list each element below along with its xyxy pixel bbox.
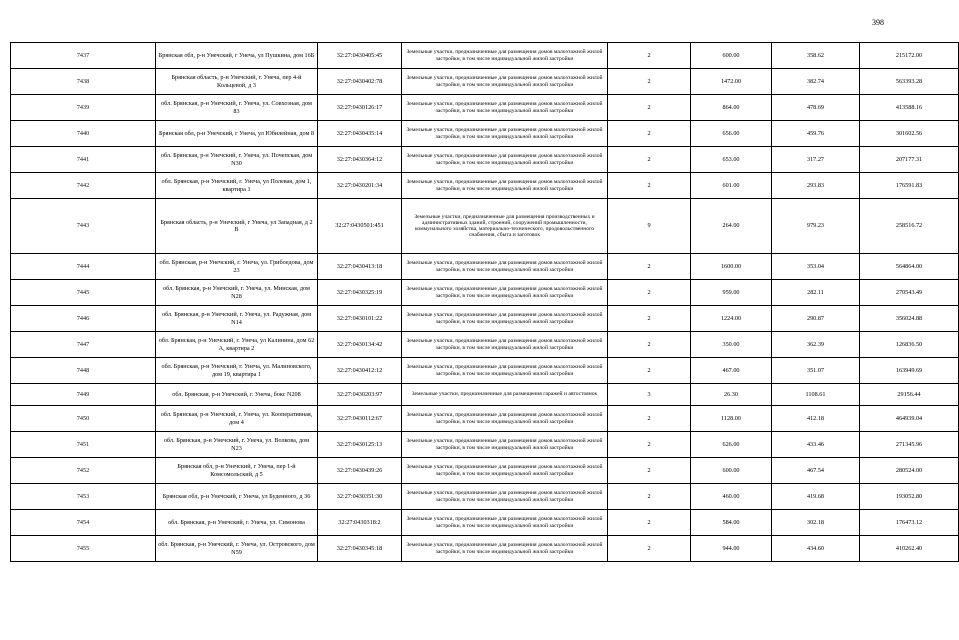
area-cell: 656.00 [691, 121, 772, 147]
area-cell: 1472.00 [691, 69, 772, 95]
table-row [11, 280, 959, 306]
page-number: 398 [872, 18, 884, 27]
specific-value-cell: 1108.61 [772, 384, 860, 406]
table-row [11, 432, 959, 458]
table-row [11, 95, 959, 121]
table-row [11, 43, 959, 69]
row-number-cell: 7448 [11, 358, 156, 384]
cadastral-number-cell: 32:27:0430126:17 [318, 95, 402, 121]
table-row [11, 147, 959, 173]
use-group-cell: 3 [608, 384, 691, 406]
cadastral-number-cell: 32:27:0430364:12 [318, 147, 402, 173]
use-group-cell: 2 [608, 484, 691, 510]
cadastral-number-cell: 32:27:0430201:34 [318, 173, 402, 199]
address-cell: обл. Брянская, р-н Унечский, г. Унеча, ул. Минская, дом N28 [156, 280, 318, 306]
specific-value-cell: 282.11 [772, 280, 860, 306]
cadastral-number-cell: 32:27:0430439:26 [318, 458, 402, 484]
cadastral-value-cell: 564864.00 [860, 254, 959, 280]
row-number-cell: 7438 [11, 69, 156, 95]
use-group-cell: 2 [608, 432, 691, 458]
row-number-cell: 7446 [11, 306, 156, 332]
specific-value-cell: 293.83 [772, 173, 860, 199]
row-number-cell: 7451 [11, 432, 156, 458]
cadastral-value-cell: 207177.31 [860, 147, 959, 173]
table-row [11, 69, 959, 95]
land-use-cell: Земельные участки, предназначенные для размещения домов малоэтажной жилой застройки, в том числе индивидуальной жилой застройки [402, 254, 608, 280]
address-cell: обл. Брянская, р-н Унечский, г. Унеча, ул. Почепская, дом N30 [156, 147, 318, 173]
address-cell: Брянская обл, р-н Унечский, г Унеча, ул Юбилейная, дом 8 [156, 121, 318, 147]
row-number-cell: 7449 [11, 384, 156, 406]
specific-value-cell: 979.23 [772, 199, 860, 254]
address-cell: обл. Брянская, р-н Унечский, г. Унеча, ул. Кооперативная, дом 4 [156, 406, 318, 432]
cadastral-number-cell: 32:27:0430345:18 [318, 536, 402, 562]
use-group-cell: 2 [608, 173, 691, 199]
area-cell: 653.00 [691, 147, 772, 173]
table-row [11, 306, 959, 332]
address-cell: Брянская обл, р-н Унечский, г Унеча, пер 1-й Комсомольский, д 5 [156, 458, 318, 484]
use-group-cell: 2 [608, 254, 691, 280]
specific-value-cell: 362.39 [772, 332, 860, 358]
cadastral-value-cell: 176473.12 [860, 510, 959, 536]
land-use-cell: Земельные участки, предназначенные для размещения домов малоэтажной жилой застройки, в том числе индивидуальной жилой застройки [402, 173, 608, 199]
cadastral-value-cell: 413588.16 [860, 95, 959, 121]
address-cell: обл. Брянская, р-н Унечский, г. Унеча, ул. Совхозная, дом 83 [156, 95, 318, 121]
specific-value-cell: 302.18 [772, 510, 860, 536]
use-group-cell: 2 [608, 43, 691, 69]
area-cell: 626.00 [691, 432, 772, 458]
specific-value-cell: 467.54 [772, 458, 860, 484]
address-cell: обл. Брянская, р-н Унечский, г. Унеча, ул. Симонова [156, 510, 318, 536]
use-group-cell: 2 [608, 406, 691, 432]
address-cell: Брянская обл, р-н Унечский, г Унеча, ул Буденного, д 36 [156, 484, 318, 510]
cadastral-number-cell: 32:27:0430134:42 [318, 332, 402, 358]
specific-value-cell: 358.62 [772, 43, 860, 69]
cadastral-value-cell: 258516.72 [860, 199, 959, 254]
land-use-cell: Земельные участки, предназначенные для размещения домов малоэтажной жилой застройки, в том числе индивидуальной жилой застройки [402, 332, 608, 358]
cadastral-value-cell: 270543.49 [860, 280, 959, 306]
area-cell: 944.00 [691, 536, 772, 562]
specific-value-cell: 290.87 [772, 306, 860, 332]
address-cell: обл. Брянская, р-н Унечский, г. Унеча, ул Калинина, дом 62 А, квартира 2 [156, 332, 318, 358]
address-cell: Брянская область, р-н Унечский, г. Унеча, пер 4-й Кольцевой, д 3 [156, 69, 318, 95]
area-cell: 264.00 [691, 199, 772, 254]
cadastral-value-cell: 163949.69 [860, 358, 959, 384]
land-use-cell: Земельные участки, предназначенные для размещения домов малоэтажной жилой застройки, в том числе индивидуальной жилой застройки [402, 406, 608, 432]
table-row [11, 510, 959, 536]
address-cell: Брянская обл, р-н Унечский, г Унеча, ул Пушкина, дом 16Б [156, 43, 318, 69]
cadastral-number-cell: 32:27:0430413:18 [318, 254, 402, 280]
area-cell: 864.00 [691, 95, 772, 121]
table-row [11, 358, 959, 384]
land-use-cell: Земельные участки, предназначенные для размещения домов малоэтажной жилой застройки, в том числе индивидуальной жилой застройки [402, 536, 608, 562]
cadastral-value-cell: 280524.00 [860, 458, 959, 484]
area-cell: 1128.00 [691, 406, 772, 432]
address-cell: обл. Брянская, р-н Унечский, г. Унеча, ул. Волкова, дом N23 [156, 432, 318, 458]
row-number-cell: 7447 [11, 332, 156, 358]
cadastral-value-cell: 176591.83 [860, 173, 959, 199]
use-group-cell: 2 [608, 95, 691, 121]
use-group-cell: 2 [608, 358, 691, 384]
cadastral-value-cell: 301602.56 [860, 121, 959, 147]
table-body [11, 43, 959, 562]
cadastral-value-cell: 410262.40 [860, 536, 959, 562]
address-cell: обл. Брянская, р-н Унечский, г. Унеча, ул Полевая, дом 1, квартира 1 [156, 173, 318, 199]
row-number-cell: 7437 [11, 43, 156, 69]
specific-value-cell: 459.76 [772, 121, 860, 147]
address-cell: обл. Брянская, р-н Унечский, г. Унеча, бокс N208 [156, 384, 318, 406]
use-group-cell: 2 [608, 306, 691, 332]
cadastral-number-cell: 32:27:0430435:14 [318, 121, 402, 147]
area-cell: 26.30 [691, 384, 772, 406]
specific-value-cell: 419.68 [772, 484, 860, 510]
table-row [11, 384, 959, 406]
cadastral-number-cell: 32:27:0430125:13 [318, 432, 402, 458]
row-number-cell: 7445 [11, 280, 156, 306]
specific-value-cell: 478.69 [772, 95, 860, 121]
land-use-cell: Земельные участки, предназначенные для размещения домов малоэтажной жилой застройки, в том числе индивидуальной жилой застройки [402, 280, 608, 306]
row-number-cell: 7443 [11, 199, 156, 254]
use-group-cell: 2 [608, 536, 691, 562]
table-row [11, 254, 959, 280]
specific-value-cell: 434.60 [772, 536, 860, 562]
cadastral-value-cell: 464939.04 [860, 406, 959, 432]
land-use-cell: Земельные участки, предназначенные для размещения производственных и административных зданий, строений, сооружений промышленности, коммунального хозяйства, материально-технического, продовольственного снабжения, сбыта и заготовок [402, 199, 608, 254]
land-use-cell: Земельные участки, предназначенные для размещения домов малоэтажной жилой застройки, в том числе индивидуальной жилой застройки [402, 484, 608, 510]
cadastral-number-cell: 32:27:0430402:78 [318, 69, 402, 95]
cadastral-number-cell: 32:27:0430405:45 [318, 43, 402, 69]
row-number-cell: 7442 [11, 173, 156, 199]
land-use-cell: Земельные участки, предназначенные для размещения гаражей и автостоянок [402, 384, 608, 406]
cadastral-value-cell: 126836.50 [860, 332, 959, 358]
land-use-cell: Земельные участки, предназначенные для размещения домов малоэтажной жилой застройки, в том числе индивидуальной жилой застройки [402, 358, 608, 384]
row-number-cell: 7441 [11, 147, 156, 173]
land-use-cell: Земельные участки, предназначенные для размещения домов малоэтажной жилой застройки, в том числе индивидуальной жилой застройки [402, 306, 608, 332]
land-use-cell: Земельные участки, предназначенные для размещения домов малоэтажной жилой застройки, в том числе индивидуальной жилой застройки [402, 43, 608, 69]
table-row [11, 173, 959, 199]
land-use-cell: Земельные участки, предназначенные для размещения домов малоэтажной жилой застройки, в том числе индивидуальной жилой застройки [402, 95, 608, 121]
row-number-cell: 7453 [11, 484, 156, 510]
table-row [11, 536, 959, 562]
row-number-cell: 7450 [11, 406, 156, 432]
cadastral-number-cell: 32:27:0430351:30 [318, 484, 402, 510]
address-cell: обл. Брянская, р-н Унечский, г. Унеча, ул. Грибоедова, дом 23 [156, 254, 318, 280]
area-cell: 959.00 [691, 280, 772, 306]
cadastral-number-cell: 32:27:0430412:12 [318, 358, 402, 384]
cadastral-number-cell: 32:27:0430318:2 [318, 510, 402, 536]
area-cell: 350.00 [691, 332, 772, 358]
use-group-cell: 2 [608, 69, 691, 95]
use-group-cell: 2 [608, 121, 691, 147]
row-number-cell: 7444 [11, 254, 156, 280]
address-cell: Брянская область, р-н Унечский, г Унеча, ул Западная, д 2 В [156, 199, 318, 254]
specific-value-cell: 353.04 [772, 254, 860, 280]
use-group-cell: 2 [608, 332, 691, 358]
address-cell: обл. Брянская, р-н Унечский, г. Унеча, ул. Островского, дом N59 [156, 536, 318, 562]
table-row [11, 406, 959, 432]
specific-value-cell: 412.18 [772, 406, 860, 432]
use-group-cell: 2 [608, 147, 691, 173]
address-cell: обл. Брянская, р-н Унечский, г. Унеча, ул. Малиновского, дом 19, квартира 1 [156, 358, 318, 384]
land-use-cell: Земельные участки, предназначенные для размещения домов малоэтажной жилой застройки, в том числе индивидуальной жилой застройки [402, 458, 608, 484]
cadastral-value-table [10, 42, 959, 562]
land-use-cell: Земельные участки, предназначенные для размещения домов малоэтажной жилой застройки, в том числе индивидуальной жилой застройки [402, 69, 608, 95]
specific-value-cell: 433.46 [772, 432, 860, 458]
cadastral-number-cell: 32:27:0430501:451 [318, 199, 402, 254]
land-use-cell: Земельные участки, предназначенные для размещения домов малоэтажной жилой застройки, в том числе индивидуальной жилой застройки [402, 510, 608, 536]
area-cell: 1600.00 [691, 254, 772, 280]
row-number-cell: 7452 [11, 458, 156, 484]
area-cell: 601.00 [691, 173, 772, 199]
use-group-cell: 2 [608, 458, 691, 484]
specific-value-cell: 351.07 [772, 358, 860, 384]
cadastral-value-cell: 356024.88 [860, 306, 959, 332]
row-number-cell: 7454 [11, 510, 156, 536]
row-number-cell: 7440 [11, 121, 156, 147]
cadastral-number-cell: 32:27:0430101:22 [318, 306, 402, 332]
area-cell: 467.00 [691, 358, 772, 384]
specific-value-cell: 317.27 [772, 147, 860, 173]
row-number-cell: 7439 [11, 95, 156, 121]
table-row [11, 332, 959, 358]
table-row [11, 121, 959, 147]
use-group-cell: 2 [608, 510, 691, 536]
cadastral-value-cell: 271345.96 [860, 432, 959, 458]
address-cell: обл. Брянская, р-н Унечский, г. Унеча, ул. Радужная, дом N14 [156, 306, 318, 332]
area-cell: 584.00 [691, 510, 772, 536]
cadastral-number-cell: 32:27:0430112:67 [318, 406, 402, 432]
specific-value-cell: 382.74 [772, 69, 860, 95]
table-row [11, 484, 959, 510]
land-use-cell: Земельные участки, предназначенные для размещения домов малоэтажной жилой застройки, в том числе индивидуальной жилой застройки [402, 432, 608, 458]
cadastral-value-cell: 215172.00 [860, 43, 959, 69]
area-cell: 600.00 [691, 43, 772, 69]
area-cell: 600.00 [691, 458, 772, 484]
cadastral-value-cell: 193052.80 [860, 484, 959, 510]
cadastral-value-cell: 29156.44 [860, 384, 959, 406]
cadastral-number-cell: 32:27:0430203:97 [318, 384, 402, 406]
cadastral-number-cell: 32:27:0430325:19 [318, 280, 402, 306]
use-group-cell: 2 [608, 280, 691, 306]
area-cell: 460.00 [691, 484, 772, 510]
land-use-cell: Земельные участки, предназначенные для размещения домов малоэтажной жилой застройки, в том числе индивидуальной жилой застройки [402, 121, 608, 147]
cadastral-value-cell: 563393.28 [860, 69, 959, 95]
table-row [11, 199, 959, 254]
land-use-cell: Земельные участки, предназначенные для размещения домов малоэтажной жилой застройки, в том числе индивидуальной жилой застройки [402, 147, 608, 173]
use-group-cell: 9 [608, 199, 691, 254]
row-number-cell: 7455 [11, 536, 156, 562]
table-row [11, 458, 959, 484]
area-cell: 1224.00 [691, 306, 772, 332]
